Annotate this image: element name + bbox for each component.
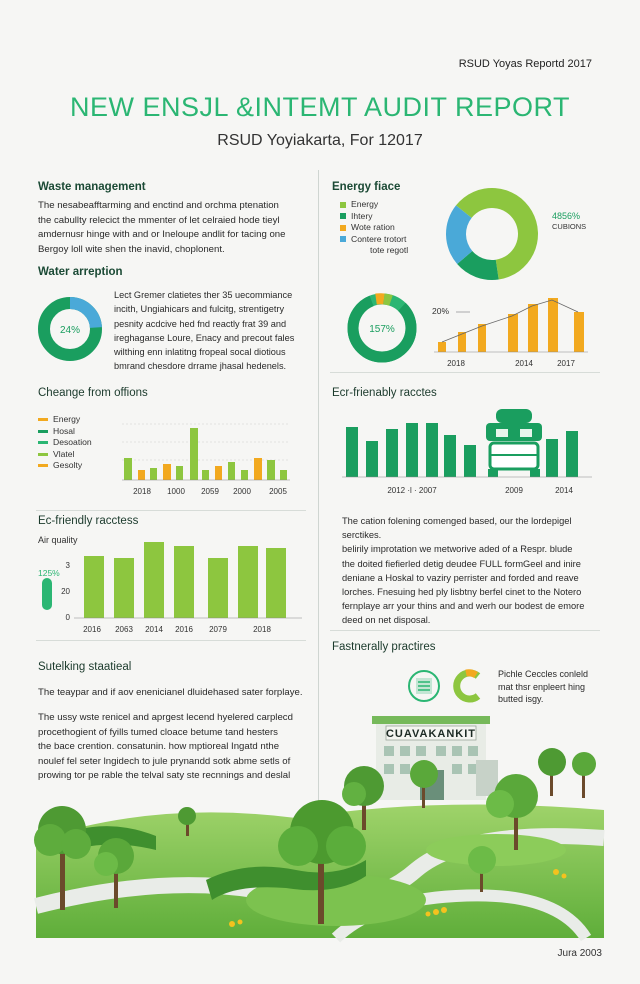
sustain-line: the bace crention. consatunin. how mptioreal Ingatd nthe [38, 741, 280, 753]
change-x-tick: 2018 [133, 487, 151, 496]
energy-donut-chart [444, 186, 540, 282]
growth-bar [438, 342, 446, 352]
sustain-line: noulef fel seter lngidech to jule prynandd sotk abme setls of [38, 755, 291, 767]
hospital-landscape-illustration [36, 700, 604, 938]
air-bar [144, 542, 164, 618]
growth-bar-chart [430, 296, 590, 372]
change-x-tick: 1000 [167, 487, 185, 496]
right-line: lorches. Fnesuing hed ply lisbtny berfel cinet to the Notero [342, 587, 582, 598]
report-subtitle: RSUD Yoyiakarta, For 12017 [217, 132, 423, 149]
growth-bar [528, 304, 538, 352]
fastnerally-line: butted isgy. [498, 694, 544, 704]
water-paragraph [114, 288, 314, 374]
air-x-tick: 2018 [253, 625, 271, 634]
change-bar [228, 462, 235, 480]
eco-practices-bar-chart [340, 405, 596, 497]
energy-legend-item: Wote ration [340, 222, 408, 234]
air-quality-label: Air quality [38, 535, 78, 545]
legend-swatch [38, 464, 48, 467]
air-gauge-label: 125% [38, 568, 60, 578]
energy-legend-item: Energy [340, 199, 408, 211]
report-title: NEW ENSJL &INTEMT AUDIT REPORT [69, 92, 571, 122]
water-donut-chart [36, 295, 104, 363]
eco-practices-heading: Ecr-frienably racctes [332, 387, 437, 399]
air-bar [238, 546, 258, 618]
air-x-tick: 2016 [175, 625, 193, 634]
change-bar [254, 458, 262, 480]
change-bar [215, 466, 222, 480]
eco-bar [444, 435, 456, 477]
eco-x-tick: 2014 [555, 486, 573, 495]
eco-bar [366, 441, 378, 477]
right-line: fernplaye arr your thins and and werh our bodest de emore [342, 601, 585, 612]
change-x-tick: 2005 [269, 487, 287, 496]
legend-swatch [340, 202, 346, 208]
water-line: incith, Ungiahicars and fulcitg, strentigetry [114, 304, 285, 315]
section-divider [330, 372, 600, 373]
sustain-heading: Sutelking staatieal [38, 661, 132, 673]
change-bar [267, 460, 275, 480]
waste-line: The nesabeafftarming and enctind and orchma ptenation [38, 200, 279, 211]
growth-bar [508, 314, 518, 352]
change-x-tick: 2059 [201, 487, 219, 496]
air-gauge [42, 578, 52, 610]
change-legend-item: Energy [38, 414, 92, 426]
eco-bar [346, 427, 358, 477]
sustain-intro: The teaypar and if aov enenicianel dluidehased sater forplaye. [38, 687, 303, 698]
waste-heading: Waste management [38, 181, 146, 193]
growth-bar [478, 324, 486, 352]
recycle-arc-icon [457, 673, 478, 699]
waste-paragraph [38, 199, 310, 257]
air-x-tick: 2079 [209, 625, 227, 634]
water-heading: Water arreption [38, 266, 123, 278]
legend-swatch [38, 441, 48, 444]
section-divider [330, 630, 600, 631]
water-line: Lect Gremer clatietes ther 35 uecommiance [114, 290, 293, 300]
energy-donut-small [344, 290, 420, 366]
legend-swatch [340, 236, 346, 242]
energy-legend [340, 199, 408, 257]
fastnerally-line: Pichle Ceccles conleld [498, 669, 589, 679]
legend-swatch [38, 453, 48, 456]
air-bar [114, 558, 134, 618]
right-line: the doited fiefierled detig deudee FULL formGeel and inire [342, 558, 581, 569]
change-bar [241, 470, 248, 480]
building-sign: CUAVAKANKIT [385, 728, 477, 740]
air-bar [84, 556, 104, 618]
car-icon [486, 409, 542, 477]
legend-swatch [340, 225, 346, 231]
fastnerally-heading: Fastnerally practires [332, 641, 436, 653]
eco-bar [546, 439, 558, 477]
change-bar [124, 458, 132, 480]
donut2-label: 157% [369, 324, 395, 335]
air-x-tick: 2063 [115, 625, 133, 634]
legend-swatch [340, 213, 346, 219]
tree [538, 748, 566, 796]
air-bar [174, 546, 194, 618]
change-bar [280, 470, 287, 480]
hospital-building [372, 716, 498, 800]
eco-x-tick: 2009 [505, 486, 523, 495]
waste-line: the cabullty relecict the mmenter of let celraied hode tieyl [38, 214, 280, 226]
growth-bar [548, 298, 558, 352]
air-quality-chart [36, 556, 306, 636]
energy-heading: Energy fiace [332, 181, 401, 193]
air-bar [266, 548, 286, 618]
change-legend [38, 414, 92, 472]
growth-chart-label: 20% [432, 306, 450, 316]
fastnerally-icons [406, 668, 486, 704]
energy-legend-item: Contere trotort [340, 234, 408, 246]
right-paragraph [342, 514, 604, 628]
change-x-tick: 2000 [233, 487, 251, 496]
water-donut-label: 24% [59, 325, 81, 336]
change-legend-item: Desoation [38, 437, 92, 449]
right-line: The cation folening comenged based, our the lordepigel [342, 516, 572, 526]
waste-line: Bergoy loll wite shen the inavid, choplonent. [38, 243, 225, 255]
eco-friendly-heading: Ec-friendly racctess [38, 515, 139, 527]
eco-bar [406, 423, 418, 477]
footer-date: Jura 2003 [557, 948, 602, 959]
energy-legend-item: Ihtery [340, 211, 408, 223]
water-line: wilthing enn inlatitng fropeal socal diotious [114, 347, 286, 358]
sustain-line: The ussy wste renicel and aprgest lecend hyelered carplecd [38, 712, 293, 723]
eco-bar [464, 445, 476, 477]
section-divider [36, 510, 306, 511]
growth-bar [574, 312, 584, 352]
air-y-tick: 3 [65, 561, 70, 570]
eco-bar [386, 429, 398, 477]
fastnerally-line: mat thsr enpleert hing [498, 681, 586, 692]
air-y-tick: 0 [65, 613, 70, 622]
change-bar [163, 464, 171, 480]
eco-bar [426, 423, 438, 477]
change-legend-item: Gesolty [38, 460, 92, 472]
right-line: deed on net disposal. [342, 615, 431, 626]
change-bar [190, 428, 198, 480]
header-top-right: RSUD Yoyas Reportd 2017 [458, 58, 592, 70]
air-x-tick: 2014 [145, 625, 163, 634]
change-bar [138, 470, 145, 480]
change-bar [150, 468, 157, 480]
section-divider [36, 640, 306, 641]
eco-bar [566, 431, 578, 477]
waste-line: amdernusr hinge with and or Ineloupe andlit for tacing one [38, 229, 286, 241]
donut2-accent-lime [384, 299, 391, 301]
lawn-island [426, 834, 566, 866]
change-bar-chart [118, 420, 294, 500]
change-legend-item: Hosal [38, 426, 92, 438]
air-bar [208, 558, 228, 618]
right-line: belirily improtation we metworive aded of a Respr. blude [342, 544, 573, 555]
growth-x-tick: 2014 [515, 359, 533, 368]
water-line: bmrand chesdore drrame jhasal hedenels. [114, 361, 287, 372]
eco-x-tick: 2012 ·l · 2007 [387, 486, 437, 495]
air-x-tick: 2016 [83, 625, 101, 634]
legend-swatch [38, 430, 48, 433]
change-legend-item: Vlatel [38, 449, 92, 461]
legend-swatch [38, 418, 48, 421]
change-bar [202, 470, 209, 480]
sustain-line: procethogient of fyills tumed cloace betume tand hesters [38, 726, 278, 738]
water-line: ireghaganse Loure, Enacy and precout fales [114, 332, 295, 343]
right-line: deniane a Hoskal to vaziry perrister and forded and reave [342, 572, 579, 583]
sustain-line: prowing tor pe rable the telval saty ste recnnings and deslal [38, 770, 291, 782]
change-bar [176, 466, 183, 480]
air-y-tick: 20 [61, 587, 70, 596]
growth-x-tick: 2017 [557, 359, 575, 368]
energy-pie-percent: 4856% [552, 211, 581, 221]
change-heading: Cheange from offions [38, 387, 148, 399]
water-line: pesnity acdcive hed fnd reactly frat 39 and [114, 318, 287, 329]
eco-badge-icon [409, 671, 439, 701]
energy-legend-tail: tote regotl [370, 245, 409, 255]
tree [572, 752, 596, 798]
growth-x-tick: 2018 [447, 359, 465, 368]
energy-pie-sub: CUBIONS [552, 222, 587, 231]
right-line: serctikes. [342, 530, 382, 541]
